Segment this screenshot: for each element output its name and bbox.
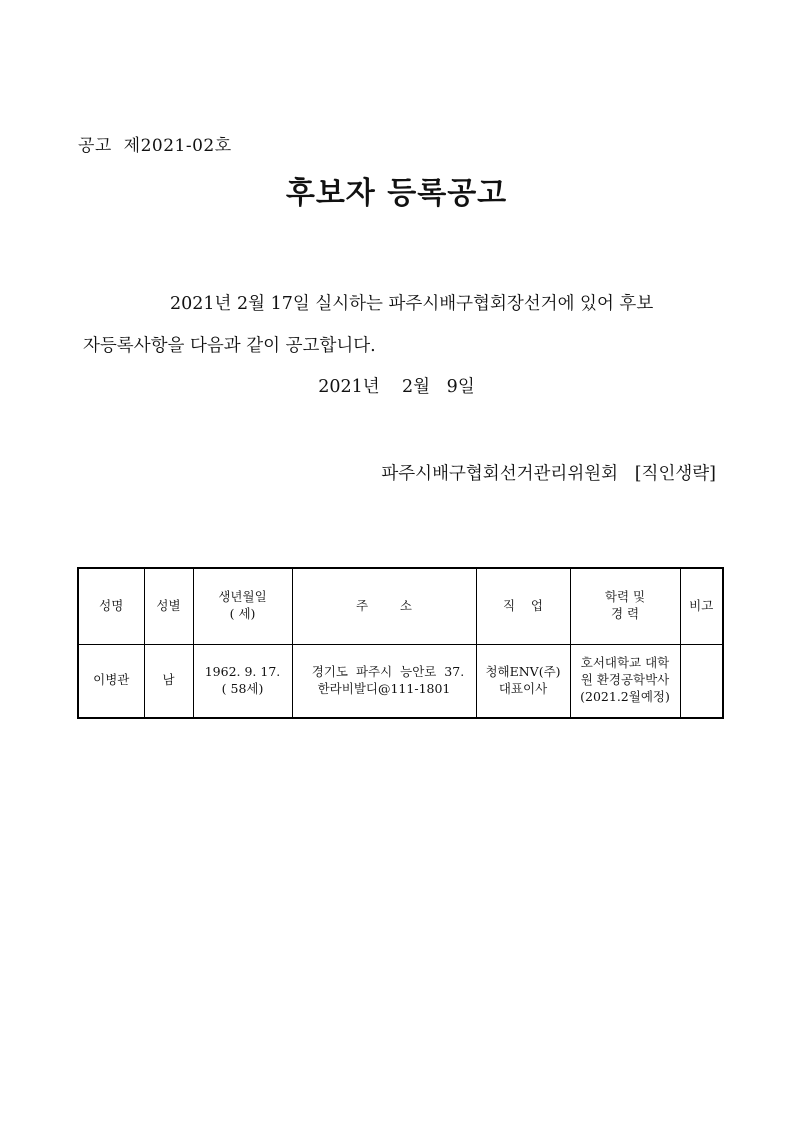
notice-number: 공고 제2021-02호	[78, 136, 232, 156]
cell-address: 경기도 파주시 능안로 37. 한라비발디@111-1801	[292, 644, 476, 718]
cell-career: 호서대학교 대학 원 환경공학박사 (2021.2월예정)	[570, 644, 680, 718]
body-text-line-1: 2021년 2월 17일 실시하는 파주시배구협회장선거에 있어 후보	[170, 294, 654, 314]
header-name: 성명	[78, 568, 144, 644]
cell-gender: 남	[144, 644, 193, 718]
header-birth: 생년월일 ( 세)	[193, 568, 292, 644]
committee-signature: 파주시배구협회선거관리위원회 [직인생략]	[381, 464, 716, 484]
page-title: 후보자 등록공고	[285, 176, 508, 211]
body-text-line-2: 자등록사항을 다음과 같이 공고합니다.	[83, 336, 376, 356]
header-address: 주 소	[292, 568, 476, 644]
header-note: 비고	[680, 568, 723, 644]
header-gender: 성별	[144, 568, 193, 644]
header-career: 학력 및 경 력	[570, 568, 680, 644]
cell-birth: 1962. 9. 17. ( 58세)	[193, 644, 292, 718]
candidate-table-header	[78, 568, 723, 644]
cell-note	[680, 644, 723, 718]
cell-name: 이병관	[78, 644, 144, 718]
candidate-table	[77, 567, 724, 719]
header-job: 직 업	[476, 568, 570, 644]
notice-date: 2021년 2월 9일	[318, 377, 475, 397]
header-row	[78, 568, 723, 644]
cell-job: 청해ENV(주) 대표이사	[476, 644, 570, 718]
table-row	[78, 644, 723, 718]
